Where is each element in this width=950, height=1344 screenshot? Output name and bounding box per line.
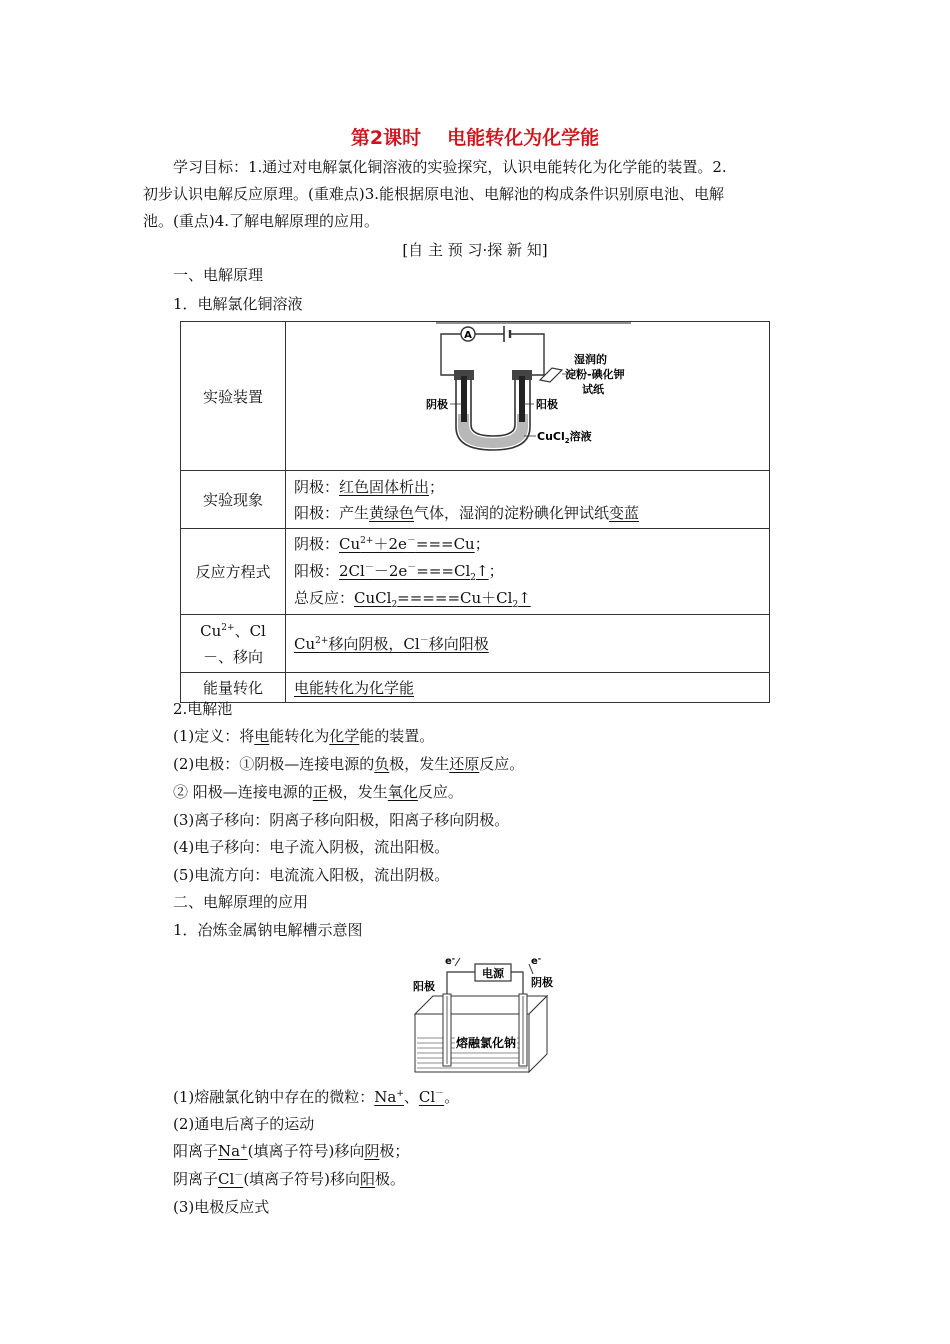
current-direction-line: (5)电流方向：电流流入阳极，流出阴极。 <box>173 866 450 884</box>
paper-label-3: 试纸 <box>582 383 604 396</box>
equation-total: 总反应：$CuCl_2=====Cu+Cl_2↑$ <box>294 589 531 610</box>
solution-label: CuCl$_2$溶液 <box>537 430 592 445</box>
cathode-label: 阴极 <box>531 976 553 989</box>
phenomena-anode: 阳极：产生黄绿色气体，湿润的淀粉碘化钾试纸变蓝 <box>294 503 640 522</box>
phenomena-cell <box>286 471 770 529</box>
table-row-apparatus <box>181 322 770 471</box>
table-row-energy <box>181 673 770 703</box>
ion-migration-line: (3)离子移向：阴离子移向阳极，阳离子移向阴极。 <box>173 811 510 829</box>
anode-electrode <box>519 376 525 422</box>
label-energy: 能量转化 <box>181 673 286 703</box>
section-heading-2: 二、电解原理的应用 <box>173 893 309 911</box>
paper-label-2: 淀粉-碘化钾 <box>565 368 625 381</box>
apparatus-cell <box>286 322 770 471</box>
table-row-ion-migration <box>181 615 770 673</box>
ammeter-label: A <box>464 330 472 341</box>
energy-cell: 电能转化为化学能 <box>286 673 770 703</box>
electrode-reaction-heading: (3)电极反应式 <box>173 1198 270 1216</box>
phenomena-cathode: 阴极：红色固体析出； <box>294 477 445 496</box>
anion-line: 阴离子Cl－(填离子符号)移向阳极。 <box>173 1170 406 1188</box>
cathode-electrode <box>461 376 467 422</box>
lesson-number: 第2课时 <box>350 127 422 149</box>
ion-migration-cell: $Cu^{2+}$移向阴极，Cl－移向阳极 <box>286 615 770 673</box>
experiment-table <box>180 321 770 703</box>
cucl2-solution <box>458 414 528 448</box>
electrode-line-cathode: (2)电极：①阴极—连接电源的负极，发生还原反应。 <box>173 755 525 773</box>
anode-label: 阳极 <box>413 980 435 993</box>
label-apparatus: 实验装置 <box>181 322 286 471</box>
table-row-equations <box>181 529 770 615</box>
particles-line: (1)熔融氯化钠中存在的微粒：Na+、Cl－。 <box>173 1088 460 1106</box>
molten-nacl-label: 熔融氯化钠 <box>455 1036 517 1050</box>
table-row-phenomena <box>181 471 770 529</box>
goals-line-3: 池。(重点)4.了解电解原理的应用。 <box>143 212 380 230</box>
equation-cathode: 阴极：$Cu^{2+}+2e^-===Cu$； <box>294 535 490 553</box>
electron-label-left: e- <box>445 954 456 967</box>
equation-anode: 阳极：$2Cl^--2e^-===Cl_2↑$； <box>294 562 504 583</box>
equations-cell <box>286 529 770 615</box>
power-source-label: 电源 <box>482 967 504 980</box>
ion-movement-heading: (2)通电后离子的运动 <box>173 1115 315 1133</box>
cation-line: 阳离子Na+(填离子符号)移向阴极； <box>173 1142 410 1160</box>
goals-line-1: 学习目标：1.通过对电解氯化铜溶液的实验探究，认识电能转化为化学能的装置。2. <box>173 158 727 176</box>
electrolysis-apparatus-diagram <box>286 322 766 466</box>
heading-electrolytic-cell: 2.电解池 <box>173 700 233 718</box>
anode-label: 阳极 <box>536 398 558 411</box>
label-equations: 反应方程式 <box>181 529 286 615</box>
lesson-topic: 电能转化为化学能 <box>447 127 600 149</box>
definition-line: (1)定义：将电能转化为化学能的装置。 <box>173 727 435 745</box>
page-title <box>0 123 950 150</box>
electron-label-right: e- <box>531 954 542 967</box>
label-ion-migration: $Cu^{2+}$、Cl －、移向 <box>181 615 286 673</box>
subheading-cucl2: 1．电解氯化铜溶液 <box>173 295 303 313</box>
paper-label-1: 湿润的 <box>574 353 607 366</box>
section-banner: [自 主 预 习·探 新 知] <box>402 241 548 259</box>
cathode-label: 阴极 <box>426 398 448 411</box>
section-heading-1: 一、电解原理 <box>173 266 264 284</box>
sodium-electrolysis-diagram <box>405 952 555 1082</box>
subheading-sodium: 1．冶炼金属钠电解槽示意图 <box>173 921 363 939</box>
electron-arrow-left-icon <box>455 958 460 966</box>
electrode-line-anode: ② 阳极—连接电源的正极，发生氧化反应。 <box>173 783 463 801</box>
label-phenomena: 实验现象 <box>181 471 286 529</box>
goals-line-2: 初步认识电解反应原理。(重难点)3.能根据原电池、电解池的构成条件识别原电池、电解 <box>143 185 725 203</box>
electron-migration-line: (4)电子移向：电子流入阴极，流出阳极。 <box>173 838 450 856</box>
